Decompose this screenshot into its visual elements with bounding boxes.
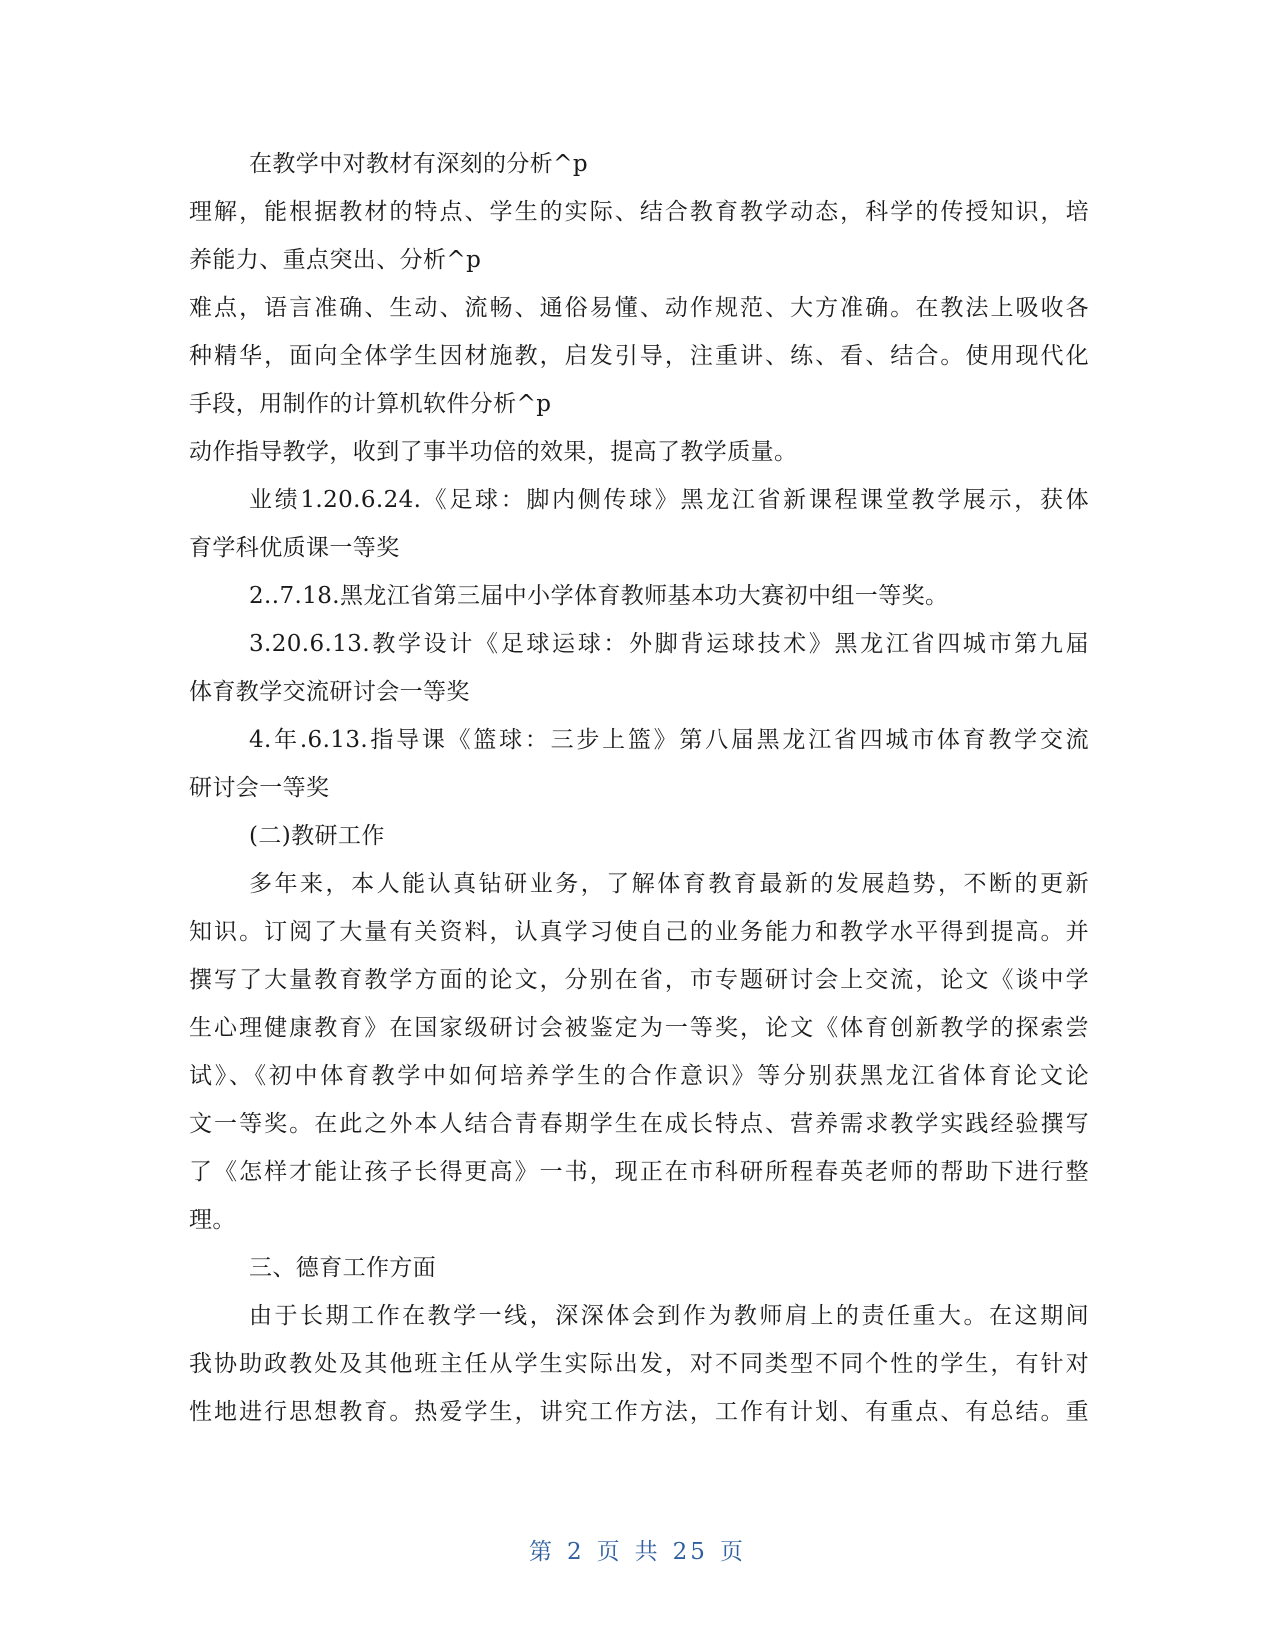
text-line: 生心理健康教育》在国家级研讨会被鉴定为一等奖，论文《体育创新教学的探索尝	[189, 1015, 1089, 1041]
text-line: 手段，用制作的计算机软件分析^p	[189, 391, 552, 417]
footer-label-page: 第	[529, 1539, 556, 1565]
text-line: 性地进行思想教育。热爱学生，讲究工作方法，工作有计划、有重点、有总结。重	[189, 1399, 1089, 1425]
footer-label-total: 共	[634, 1539, 661, 1565]
footer-total-pages: 25	[672, 1539, 708, 1565]
text-line: 撰写了大量教育教学方面的论文，分别在省，市专题研讨会上交流，论文《谈中学	[189, 967, 1089, 993]
text-line: 3.20.6.13.教学设计《足球运球：外脚背运球技术》黑龙江省四城市第九届	[249, 631, 1089, 657]
text-line: 我协助政教处及其他班主任从学生实际出发，对不同类型不同个性的学生，有针对	[189, 1351, 1089, 1377]
page-footer	[0, 1533, 1275, 1566]
text-line: 多年来，本人能认真钻研业务，了解体育教育最新的发展趋势，不断的更新	[249, 871, 1089, 897]
text-line: (二)教研工作	[249, 823, 385, 849]
text-line: 理解，能根据教材的特点、学生的实际、结合教育教学动态，科学的传授知识，培	[189, 199, 1089, 225]
text-line: 动作指导教学，收到了事半功倍的效果，提高了教学质量。	[189, 439, 798, 465]
text-line: 由于长期工作在教学一线，深深体会到作为教师肩上的责任重大。在这期间	[249, 1303, 1089, 1329]
document-body	[189, 140, 1089, 1436]
text-line: 业绩1.20.6.24.《足球：脚内侧传球》黑龙江省新课程课堂教学展示，获体	[249, 487, 1089, 513]
text-line: 文一等奖。在此之外本人结合青春期学生在成长特点、营养需求教学实践经验撰写	[189, 1111, 1089, 1137]
text-line: 三、德育工作方面	[249, 1255, 437, 1281]
text-line: 试》、《初中体育教学中如何培养学生的合作意识》等分别获黑龙江省体育论文论	[189, 1063, 1089, 1089]
text-line: 体育教学交流研讨会一等奖	[189, 679, 470, 705]
text-line: 难点，语言准确、生动、流畅、通俗易懂、动作规范、大方准确。在教法上吸收各	[189, 295, 1089, 321]
text-line: 研讨会一等奖	[189, 775, 330, 801]
text-line: 育学科优质课一等奖	[189, 535, 400, 561]
text-line: 在教学中对教材有深刻的分析^p	[249, 151, 588, 177]
footer-current-page: 2	[567, 1539, 585, 1565]
footer-label-ye2: 页	[719, 1539, 746, 1565]
text-line: 4.年.6.13.指导课《篮球：三步上篮》第八届黑龙江省四城市体育教学交流	[249, 727, 1089, 753]
text-line: 2..7.18.黑龙江省第三届中小学体育教师基本功大赛初中组一等奖。	[249, 583, 949, 609]
text-line: 种精华，面向全体学生因材施教，启发引导，注重讲、练、看、结合。使用现代化	[189, 343, 1089, 369]
text-line: 知识。订阅了大量有关资料，认真学习使自己的业务能力和教学水平得到提高。并	[189, 919, 1089, 945]
text-line: 养能力、重点突出、分析^p	[189, 247, 482, 273]
text-line: 了《怎样才能让孩子长得更高》一书，现正在市科研所程春英老师的帮助下进行整	[189, 1159, 1089, 1185]
footer-label-ye: 页	[596, 1539, 623, 1565]
text-line: 理。	[189, 1207, 236, 1233]
